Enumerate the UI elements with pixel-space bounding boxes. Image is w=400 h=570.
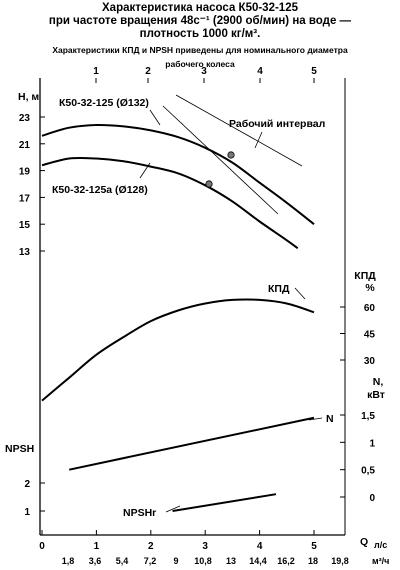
chart-title-line2: при частоте вращения 48с⁻¹ (2900 об/мин) на воде —	[48, 15, 352, 27]
lower-tick-label: 7,2	[143, 556, 157, 566]
lower-tick-label: 19,8	[331, 556, 349, 566]
bottom-tick-label: 3	[202, 541, 208, 552]
npsh-tick-label: 1	[24, 507, 30, 518]
top-tick-label: 1	[93, 66, 99, 77]
lower-tick-label: 10,8	[194, 556, 212, 566]
work-range-label: Рабочий интервал	[229, 118, 326, 130]
power-tick-label: 1	[369, 438, 375, 450]
optimum-point-128	[206, 181, 212, 187]
leader-k50-132	[150, 110, 160, 125]
chart-labels	[5, 91, 389, 566]
head-curve-1	[42, 158, 298, 248]
lower-tick-label: 13	[225, 556, 237, 566]
power-axis-label: N,	[372, 376, 384, 388]
h-tick-label: 21	[18, 139, 30, 151]
lower-tick-label: 18	[307, 556, 319, 566]
power-axis-unit: кВт	[367, 389, 385, 401]
power-tick-label: 0,5	[361, 465, 375, 477]
leader-efficiency	[295, 288, 305, 299]
bottom-tick-label: 0	[39, 541, 45, 552]
npshr-line-4	[173, 494, 276, 511]
h-tick-label: 13	[18, 247, 30, 258]
eff-tick-label: 30	[363, 356, 375, 367]
h-tick-label: 15	[18, 220, 30, 232]
bottom-tick-label: 5	[311, 541, 317, 552]
top-tick-label: 4	[257, 66, 263, 77]
axis-ticks	[19, 66, 376, 566]
npsh-tick-label: 2	[24, 479, 30, 490]
bottom-tick-label: 4	[256, 541, 263, 552]
q-unit-m3h: м³/ч	[372, 556, 390, 566]
h-tick-label: 17	[18, 193, 30, 205]
lower-tick-label: 5,4	[115, 556, 129, 566]
power-tick-label: 1,5	[361, 411, 375, 422]
chart-title: Характеристика насоса К50-32-125	[102, 2, 298, 14]
h-tick-label: 23	[18, 113, 30, 124]
chart-note: Характеристики КПД и NPSH приведены для номинального диаметра	[52, 45, 348, 55]
lower-tick-label: 3,6	[88, 556, 102, 566]
efficiency-curve-2	[42, 299, 314, 400]
eff-tick-label: 60	[363, 303, 375, 314]
series-label-k50-128: К50-32-125а (Ø128)	[52, 184, 148, 196]
top-tick-label: 2	[145, 66, 151, 77]
npsh-axis-label: NPSH	[5, 443, 35, 455]
lower-tick-label: 9	[173, 556, 179, 566]
lower-tick-label: 16,2	[277, 556, 295, 566]
chart-title-line3: плотность 1000 кг/м³.	[139, 28, 261, 40]
lower-tick-label: 1,8	[61, 556, 75, 566]
power-line-3	[69, 418, 314, 470]
series-label-k50-132: К50-32-125 (Ø132)	[59, 97, 149, 109]
eff-axis-unit: %	[365, 282, 375, 294]
h-axis-label: H, м	[18, 91, 40, 103]
chart-note-line2: рабочего колеса	[165, 59, 235, 69]
top-tick-label: 5	[311, 66, 317, 77]
lower-tick-label: 14,4	[249, 556, 267, 566]
h-tick-label: 19	[18, 166, 30, 178]
q-axis-label: Q	[360, 536, 369, 548]
series-label-power: N	[326, 413, 334, 425]
eff-axis-label: КПД	[354, 270, 376, 282]
series-label-efficiency: КПД	[268, 283, 290, 295]
work-range-upper-line	[176, 95, 302, 166]
bottom-tick-label: 2	[148, 541, 154, 552]
series-label-npshr: NPSHr	[123, 507, 157, 519]
optimum-point-132	[228, 152, 234, 158]
top-tick-label: 3	[201, 66, 207, 77]
bottom-tick-label: 1	[93, 541, 100, 552]
eff-tick-label: 45	[363, 329, 375, 341]
chart-curves	[42, 95, 322, 512]
q-unit-ls: л/с	[374, 540, 388, 550]
power-tick-label: 0	[369, 493, 375, 504]
